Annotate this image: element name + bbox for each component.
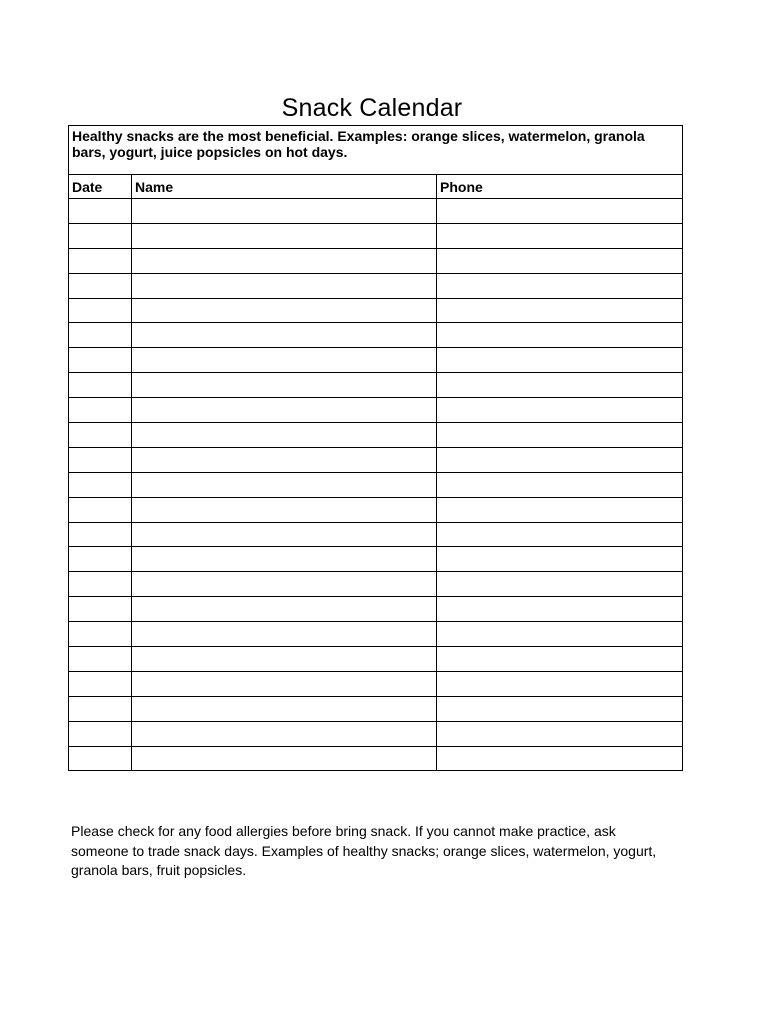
table-row (69, 423, 683, 448)
snack-calendar-table (68, 125, 683, 771)
date-cell[interactable] (69, 298, 132, 323)
table-row (69, 572, 683, 597)
name-cell[interactable] (132, 248, 437, 273)
phone-cell[interactable] (437, 522, 683, 547)
name-cell[interactable] (132, 298, 437, 323)
phone-cell[interactable] (437, 223, 683, 248)
date-cell[interactable] (69, 348, 132, 373)
date-cell[interactable] (69, 572, 132, 597)
date-cell[interactable] (69, 622, 132, 647)
date-cell[interactable] (69, 671, 132, 696)
table-row (69, 597, 683, 622)
name-cell[interactable] (132, 497, 437, 522)
name-cell[interactable] (132, 199, 437, 224)
table-row (69, 547, 683, 572)
header-row (69, 175, 683, 199)
name-cell[interactable] (132, 671, 437, 696)
phone-cell[interactable] (437, 671, 683, 696)
phone-cell[interactable] (437, 647, 683, 672)
date-cell[interactable] (69, 223, 132, 248)
column-header-phone: Phone (437, 175, 683, 199)
date-cell[interactable] (69, 597, 132, 622)
date-cell[interactable] (69, 547, 132, 572)
date-cell[interactable] (69, 248, 132, 273)
name-cell[interactable] (132, 696, 437, 721)
table-row (69, 348, 683, 373)
phone-cell[interactable] (437, 572, 683, 597)
date-cell[interactable] (69, 721, 132, 746)
date-cell[interactable] (69, 373, 132, 398)
phone-cell[interactable] (437, 472, 683, 497)
name-cell[interactable] (132, 647, 437, 672)
phone-cell[interactable] (437, 398, 683, 423)
name-cell[interactable] (132, 522, 437, 547)
table-row (69, 746, 683, 771)
phone-cell[interactable] (437, 423, 683, 448)
date-cell[interactable] (69, 398, 132, 423)
name-cell[interactable] (132, 373, 437, 398)
phone-cell[interactable] (437, 199, 683, 224)
table-row (69, 223, 683, 248)
column-header-date: Date (69, 175, 132, 199)
table-row (69, 696, 683, 721)
phone-cell[interactable] (437, 547, 683, 572)
name-cell[interactable] (132, 547, 437, 572)
intro-note-row (69, 126, 683, 175)
date-cell[interactable] (69, 647, 132, 672)
table-row (69, 447, 683, 472)
table-row (69, 647, 683, 672)
table-row (69, 248, 683, 273)
name-cell[interactable] (132, 398, 437, 423)
intro-note: Healthy snacks are the most beneficial. Examples: orange slices, watermelon, granola bars, yogurt, juice popsicles on hot days. (69, 126, 683, 175)
table-row (69, 298, 683, 323)
date-cell[interactable] (69, 447, 132, 472)
table-row (69, 373, 683, 398)
table-row (69, 721, 683, 746)
date-cell[interactable] (69, 323, 132, 348)
footer-note: Please check for any food allergies before bring snack. If you cannot make practice, ask someone to trade snack days. Examples of healthy snacks; orange slices, watermelon, yogurt, granola bars, fruit popsicles. (71, 823, 657, 878)
phone-cell[interactable] (437, 622, 683, 647)
date-cell[interactable] (69, 199, 132, 224)
date-cell[interactable] (69, 696, 132, 721)
phone-cell[interactable] (437, 298, 683, 323)
date-cell[interactable] (69, 472, 132, 497)
table-row (69, 199, 683, 224)
phone-cell[interactable] (437, 721, 683, 746)
table-row (69, 398, 683, 423)
page-title: Snack Calendar (281, 94, 463, 122)
phone-cell[interactable] (437, 348, 683, 373)
table-row (69, 497, 683, 522)
phone-cell[interactable] (437, 273, 683, 298)
phone-cell[interactable] (437, 597, 683, 622)
date-cell[interactable] (69, 497, 132, 522)
name-cell[interactable] (132, 323, 437, 348)
phone-cell[interactable] (437, 447, 683, 472)
name-cell[interactable] (132, 622, 437, 647)
date-cell[interactable] (69, 522, 132, 547)
name-cell[interactable] (132, 597, 437, 622)
date-cell[interactable] (69, 423, 132, 448)
name-cell[interactable] (132, 472, 437, 497)
table-row (69, 622, 683, 647)
name-cell[interactable] (132, 273, 437, 298)
phone-cell[interactable] (437, 497, 683, 522)
table-row (69, 273, 683, 298)
table-row (69, 522, 683, 547)
phone-cell[interactable] (437, 323, 683, 348)
date-cell[interactable] (69, 273, 132, 298)
phone-cell[interactable] (437, 248, 683, 273)
phone-cell[interactable] (437, 696, 683, 721)
date-cell[interactable] (69, 746, 132, 771)
phone-cell[interactable] (437, 373, 683, 398)
name-cell[interactable] (132, 423, 437, 448)
name-cell[interactable] (132, 223, 437, 248)
table-row (69, 671, 683, 696)
phone-cell[interactable] (437, 746, 683, 771)
column-header-name: Name (132, 175, 437, 199)
name-cell[interactable] (132, 348, 437, 373)
name-cell[interactable] (132, 746, 437, 771)
name-cell[interactable] (132, 572, 437, 597)
table-row (69, 323, 683, 348)
table-row (69, 472, 683, 497)
name-cell[interactable] (132, 721, 437, 746)
name-cell[interactable] (132, 447, 437, 472)
